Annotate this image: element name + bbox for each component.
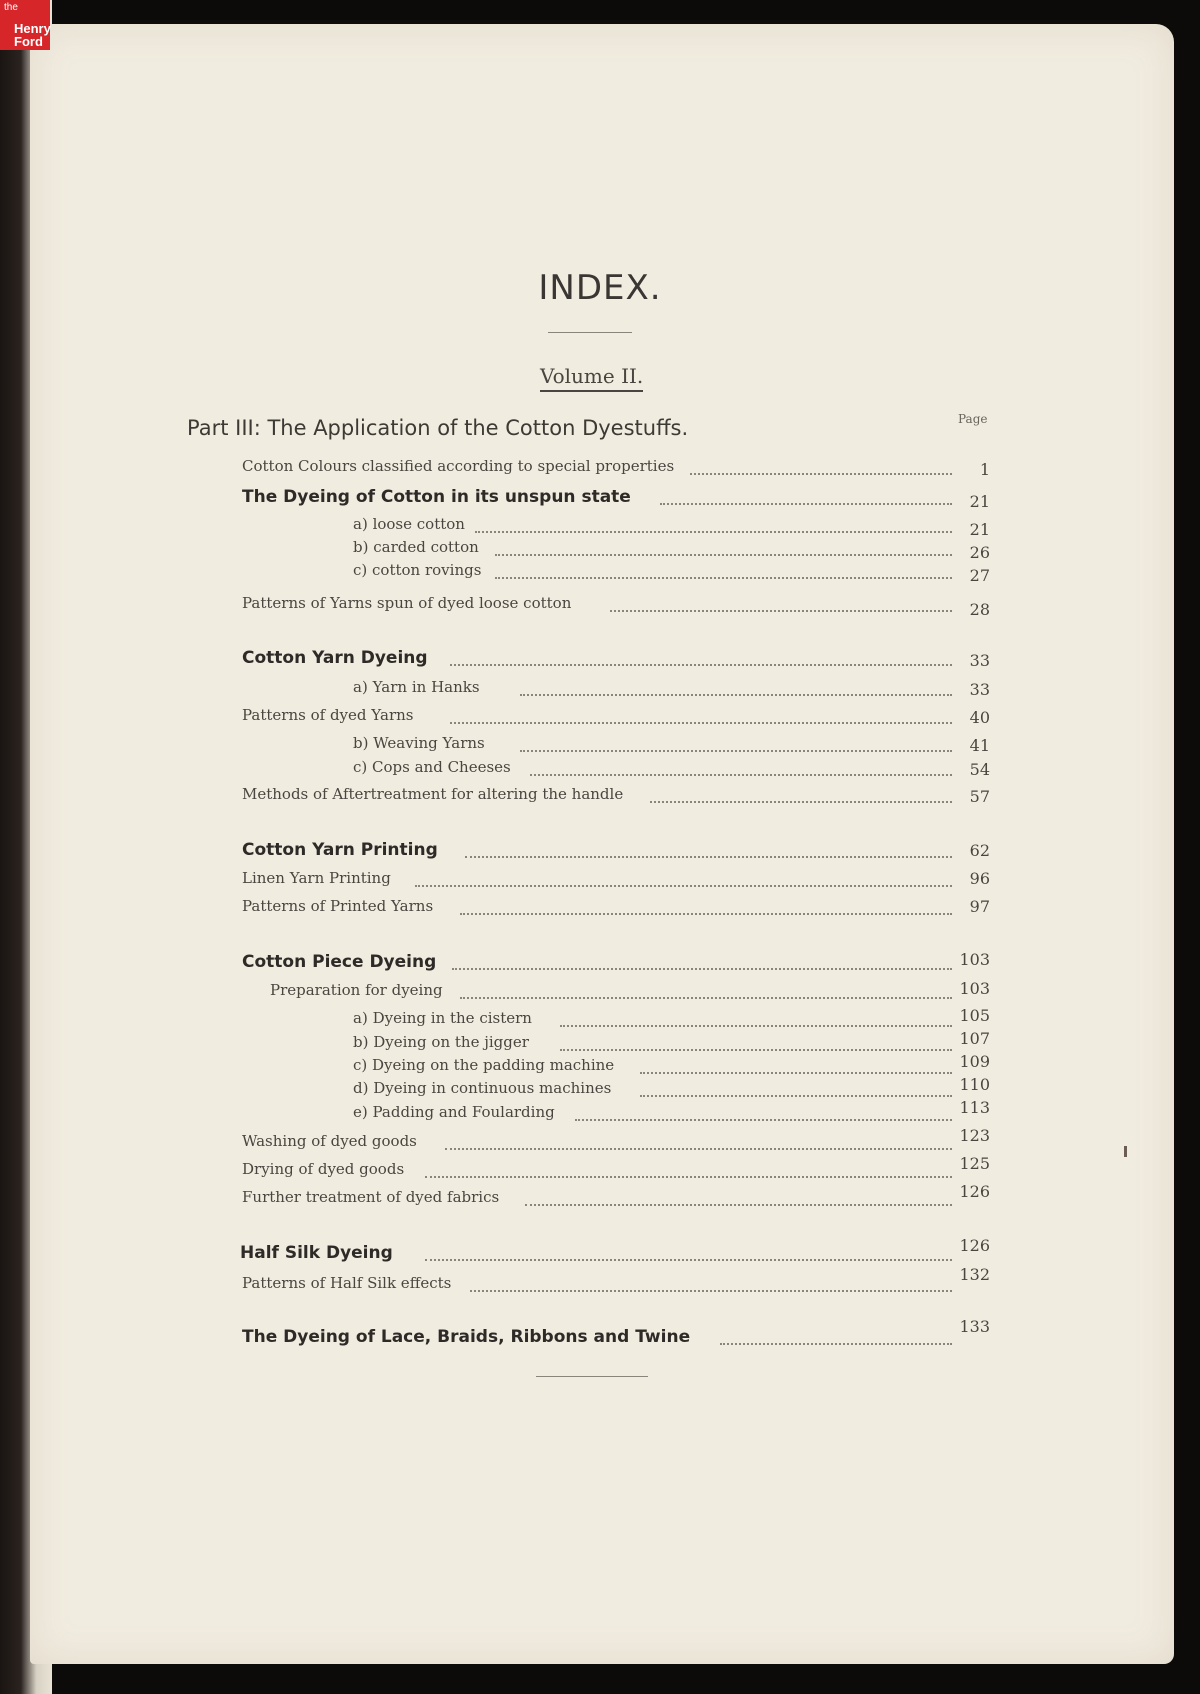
- index-entry: [0, 594, 1200, 622]
- index-entry: [0, 758, 1200, 786]
- entry-label: b) Dyeing on the jigger: [353, 1033, 529, 1051]
- entry-label: b) carded cotton: [353, 538, 479, 556]
- entry-page: 27: [969, 566, 990, 585]
- entry-label: Cotton Piece Dyeing: [242, 952, 437, 972]
- entry-page: 97: [969, 897, 990, 916]
- entry-page: 125: [959, 1154, 990, 1173]
- entry-page: 96: [969, 869, 990, 888]
- entry-label: Patterns of Yarns spun of dyed loose cotton: [242, 594, 572, 612]
- index-entry: [0, 785, 1200, 813]
- index-entry: [0, 1182, 1200, 1216]
- henry-ford-logo: the Henry Ford: [0, 0, 50, 50]
- index-entry: [0, 678, 1200, 706]
- entry-label: e) Padding and Foularding: [353, 1103, 555, 1121]
- entry-label: Half Silk Dyeing: [240, 1243, 393, 1263]
- entry-page: 21: [969, 492, 990, 511]
- entry-label: d) Dyeing in continuous machines: [353, 1079, 612, 1097]
- entry-label: The Dyeing of Lace, Braids, Ribbons and Twine: [242, 1327, 691, 1347]
- entry-label: Patterns of Half Silk effects: [242, 1274, 452, 1292]
- entry-page: 110: [959, 1075, 990, 1094]
- index-entry: [0, 840, 1200, 868]
- entry-label: Cotton Colours classified according to special properties: [242, 457, 675, 475]
- entry-page: 41: [969, 736, 990, 755]
- entry-label: c) cotton rovings: [353, 561, 482, 579]
- entry-label: a) Yarn in Hanks: [353, 678, 480, 696]
- entry-label: a) Dyeing in the cistern: [353, 1009, 532, 1027]
- index-entry: [0, 981, 1200, 1009]
- entry-page: 103: [959, 950, 990, 969]
- entry-page: 132: [959, 1265, 990, 1284]
- entry-page: 33: [969, 680, 990, 699]
- entry-page: 109: [959, 1052, 990, 1071]
- entry-page: 62: [969, 841, 990, 860]
- entry-label: Methods of Aftertreatment for altering the handle: [242, 785, 624, 803]
- entry-page: 28: [969, 600, 990, 619]
- entry-label: Cotton Yarn Printing: [242, 840, 438, 860]
- entry-page: 21: [969, 520, 990, 539]
- page-title: INDEX.: [538, 268, 662, 308]
- index-entry: [0, 1126, 1200, 1160]
- entry-label: c) Dyeing on the padding machine: [353, 1056, 615, 1074]
- entry-page: 57: [969, 787, 990, 806]
- entry-label: The Dyeing of Cotton in its unspun state: [242, 487, 631, 507]
- entry-label: a) loose cotton: [353, 515, 465, 533]
- index-entry: [0, 1317, 1200, 1355]
- entry-page: 126: [959, 1236, 990, 1255]
- entry-label: Preparation for dyeing: [270, 981, 443, 999]
- entry-page: 54: [969, 760, 990, 779]
- index-entry: [0, 561, 1200, 589]
- entry-label: c) Cops and Cheeses: [353, 758, 511, 776]
- entry-page: 133: [959, 1317, 990, 1336]
- part-heading: Part III: The Application of the Cotton Dyestuffs.: [187, 416, 689, 440]
- index-entry: [0, 487, 1200, 515]
- entry-label: Cotton Yarn Dyeing: [242, 648, 428, 668]
- index-entry: [0, 869, 1200, 897]
- index-entry: [0, 648, 1200, 676]
- entry-label: Drying of dyed goods: [242, 1160, 405, 1178]
- entry-page: 105: [959, 1006, 990, 1025]
- entry-page: 40: [969, 708, 990, 727]
- entry-page: 26: [969, 543, 990, 562]
- index-entry: [0, 1236, 1200, 1271]
- entry-label: Patterns of Printed Yarns: [242, 897, 434, 915]
- entry-label: Washing of dyed goods: [242, 1132, 417, 1150]
- entry-label: b) Weaving Yarns: [353, 734, 485, 752]
- entry-page: 107: [959, 1029, 990, 1048]
- index-entry: [0, 1098, 1200, 1131]
- title-rule: [548, 332, 632, 333]
- entry-page: 113: [959, 1098, 990, 1117]
- page-column-label: Page: [958, 412, 988, 426]
- entry-page: 103: [959, 979, 990, 998]
- entry-label: Patterns of dyed Yarns: [242, 706, 414, 724]
- entry-page: 33: [969, 651, 990, 670]
- index-entry: [0, 952, 1200, 980]
- index-entry: [0, 897, 1200, 925]
- entry-label: Further treatment of dyed fabrics: [242, 1188, 500, 1206]
- ink-speck: [1124, 1146, 1127, 1157]
- entry-label: Linen Yarn Printing: [242, 869, 391, 887]
- index-entry: [0, 457, 1200, 485]
- index-entry: [0, 1265, 1200, 1302]
- end-rule: [536, 1376, 648, 1377]
- entry-page: 123: [959, 1126, 990, 1145]
- entry-page: 1: [979, 460, 990, 479]
- index-entry: [0, 1154, 1200, 1188]
- entry-page: 126: [959, 1182, 990, 1201]
- volume-heading: Volume II.: [540, 364, 643, 392]
- index-entry: [0, 706, 1200, 734]
